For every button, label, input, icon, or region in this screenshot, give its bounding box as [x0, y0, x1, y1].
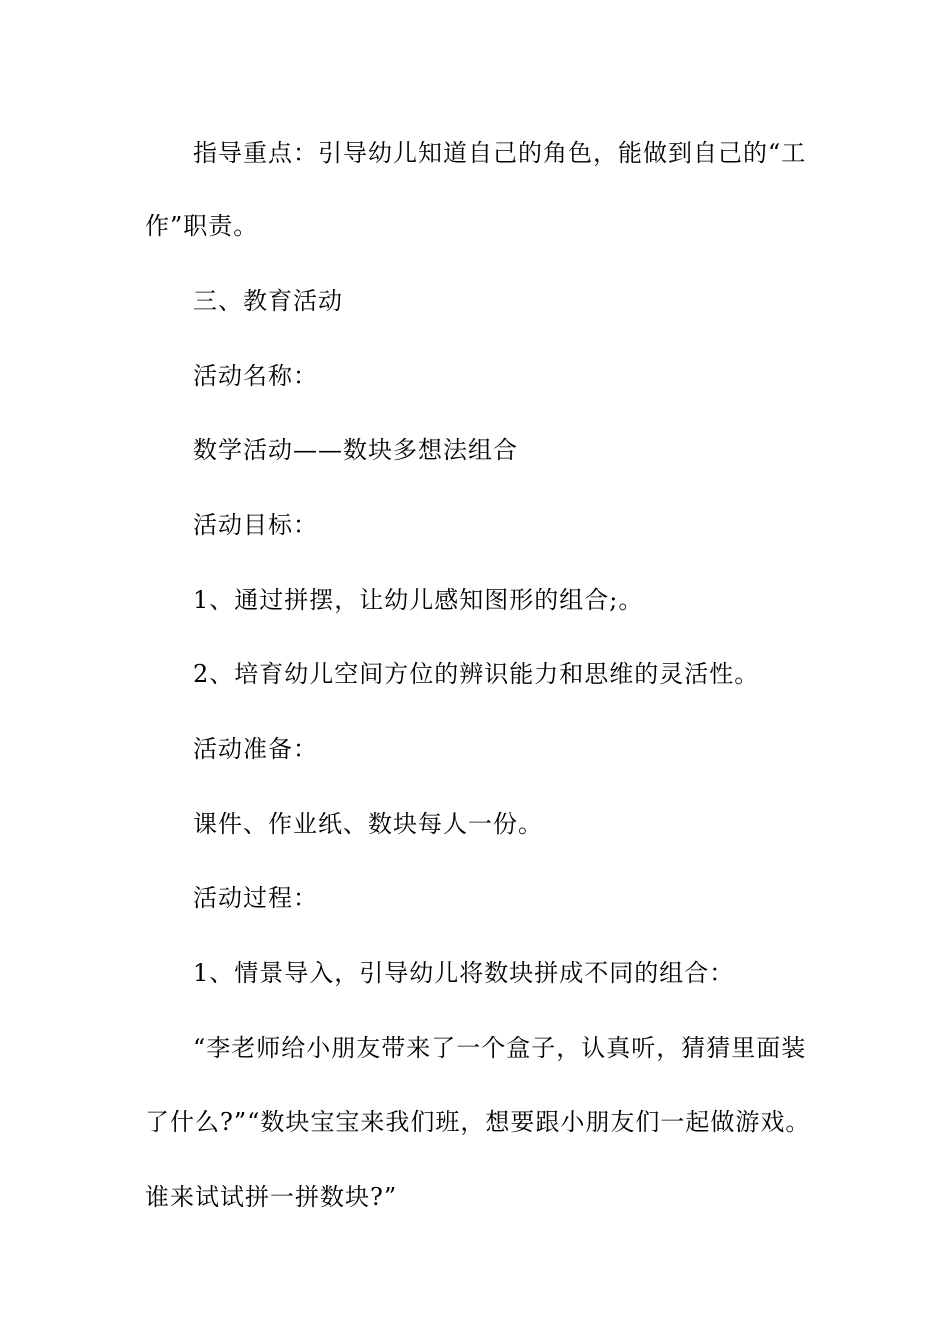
goal-item-1: 1、通过拼摆，让幼儿感知图形的组合;。 [193, 586, 644, 614]
section-heading-education-activity: 三、教育活动 [193, 287, 343, 315]
label-activity-name: 活动名称： [193, 362, 318, 390]
label-activity-goals: 活动目标： [193, 511, 318, 539]
activity-name-value: 数学活动——数块多想法组合 [193, 436, 518, 464]
label-activity-process: 活动过程： [193, 884, 318, 912]
paragraph-guidance-focus: 指导重点：引导幼儿知道自己的角色，能做到自己的“工 [193, 139, 807, 167]
label-activity-preparation: 活动准备： [193, 735, 318, 763]
goal-item-2: 2、培育幼儿空间方位的辨识能力和思维的灵活性。 [193, 660, 760, 688]
process-quote-line-1: “李老师给小朋友带来了一个盒子，认真听，猜猜里面装 [193, 1034, 807, 1062]
paragraph-guidance-focus-continued: 作”职责。 [145, 212, 259, 240]
process-quote-line-3: 谁来试试拼一拼数块?” [145, 1183, 398, 1211]
process-step-1: 1、情景导入，引导幼儿将数块拼成不同的组合： [193, 959, 735, 987]
preparation-value: 课件、作业纸、数块每人一份。 [193, 810, 543, 838]
process-quote-line-2: 了什么?”“数块宝宝来我们班，想要跟小朋友们一起做游戏。 [145, 1108, 811, 1136]
